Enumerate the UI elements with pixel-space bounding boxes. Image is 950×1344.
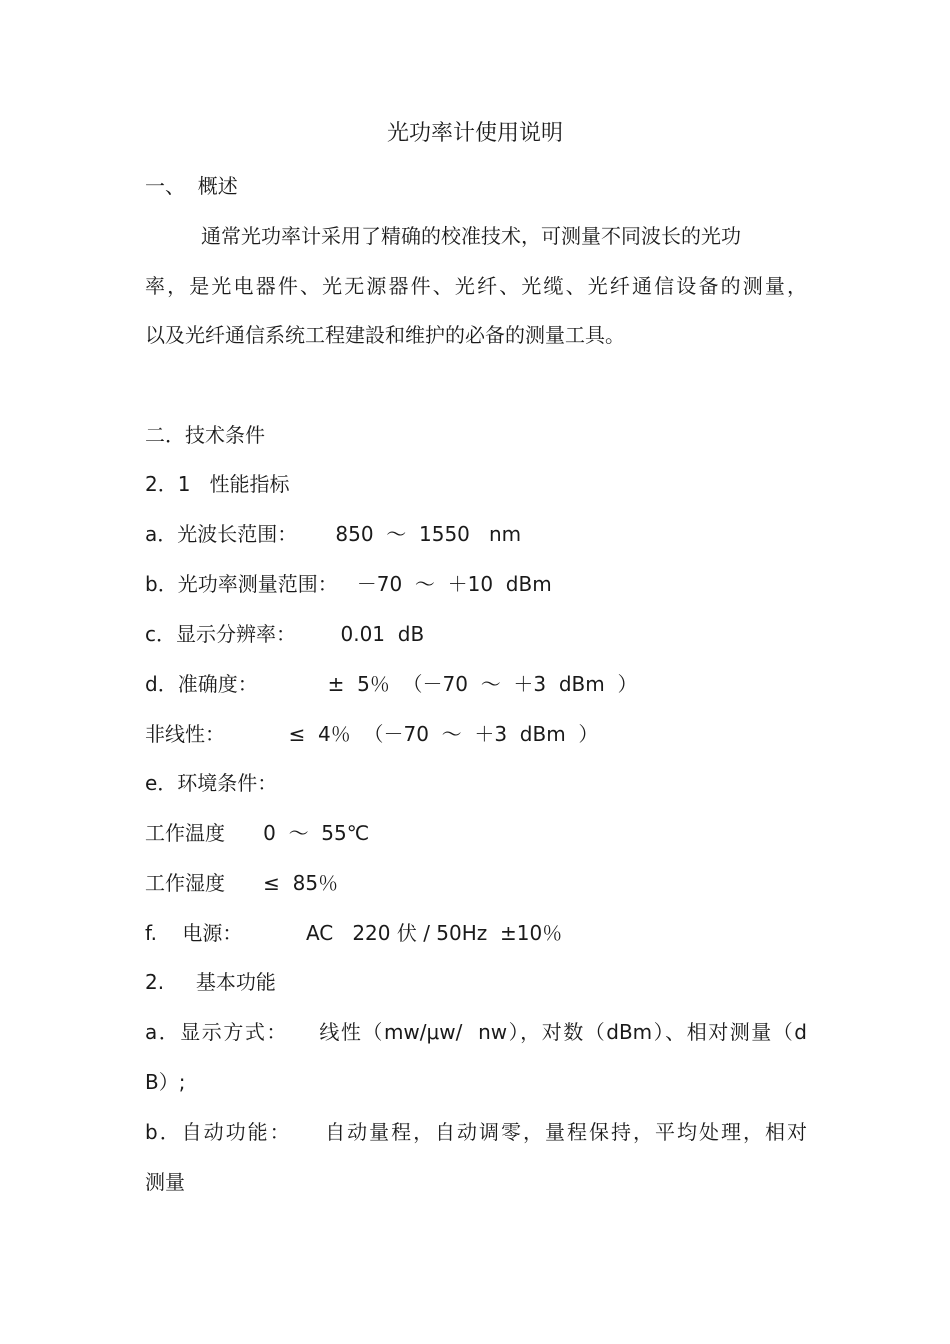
section-heading-overview: 一、 概述 [145,174,238,198]
spec-nonlinearity: 非线性： ≤ 4％ （－70 ～ ＋3 dBm ） [145,722,599,746]
overview-paragraph-line-2: 率，是光电器件、光无源器件、光纤、光缆、光纤通信设备的测量， [145,274,807,298]
subsection-heading-performance: 2．1 性能指标 [145,472,290,496]
spec-power-supply: f. 电源： AC 220 伏 / 50Hz ±10％ [145,921,563,945]
section-heading-technical: 二．技术条件 [145,423,265,447]
function-display-mode-line-2: B）; [145,1070,186,1094]
spec-working-temperature: 工作温度 0 ～ 55℃ [145,821,370,845]
spec-power-range: b．光功率测量范围： －70 ～ ＋10 dBm [145,572,552,596]
spec-accuracy: d．准确度： ± 5％ （－70 ～ ＋3 dBm ） [145,672,638,696]
overview-paragraph-line-3: 以及光纤通信系统工程建設和维护的必备的测量工具。 [145,323,625,347]
spec-working-humidity: 工作湿度 ≤ 85％ [145,871,339,895]
spec-environment: e．环境条件： [145,771,278,795]
spec-resolution: c．显示分辨率： 0.01 dB [145,622,425,646]
function-auto-line-1: b．自动功能： 自动量程，自动调零，量程保持，平均处理，相对 [145,1120,807,1144]
function-auto-line-2: 测量 [145,1170,185,1194]
document-title: 光功率计使用说明 [386,121,563,146]
overview-paragraph-line-1: 通常光功率计采用了精确的校准技术，可测量不同波长的光功 [201,224,741,248]
subsection-heading-basic-functions: 2. 基本功能 [145,970,276,994]
function-display-mode-line-1: a．显示方式： 线性（mw/μw/ nw），对数（dBm）、相对测量（d [145,1020,807,1044]
spec-wavelength-range: a．光波长范围： 850 ～ 1550 nm [145,522,522,546]
